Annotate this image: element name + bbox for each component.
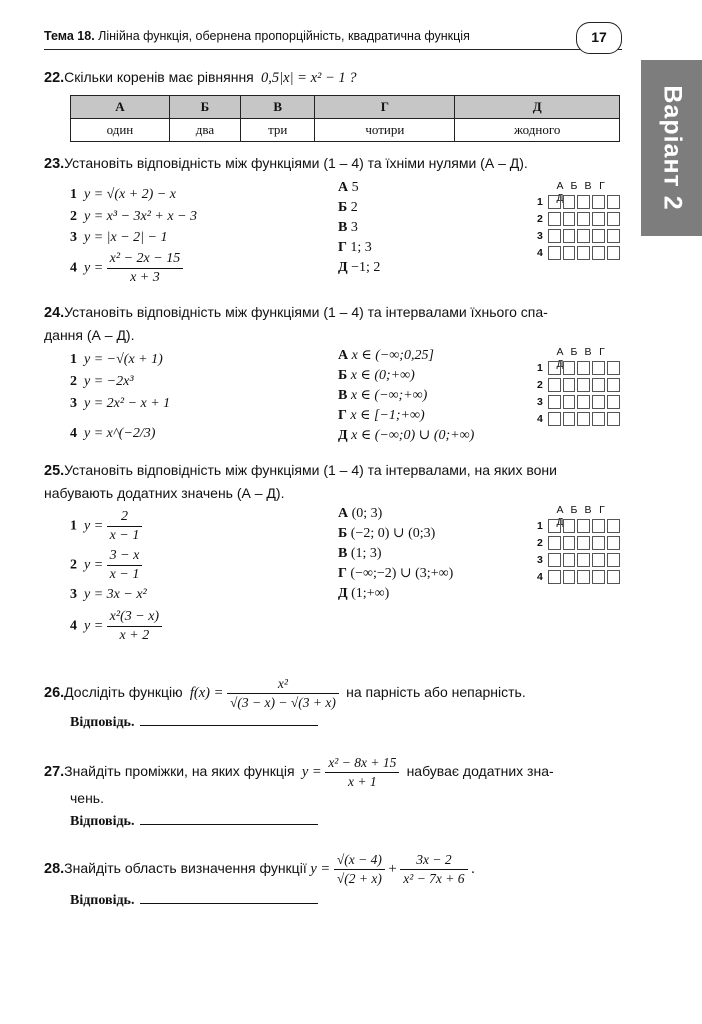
q24-answer-grid[interactable] (537, 346, 622, 427)
grid-row (537, 376, 622, 393)
answer-checkbox[interactable] (563, 536, 576, 550)
question-22: 22.Скільки коренів має рівняння 0,5|x| = x² − 1 ? (44, 69, 357, 86)
answer-checkbox[interactable] (548, 553, 561, 567)
answer-checkbox[interactable] (563, 361, 576, 375)
answer-checkbox[interactable] (577, 412, 590, 426)
answer-checkbox[interactable] (607, 570, 620, 584)
answer-checkbox[interactable] (592, 212, 605, 226)
answer-checkbox[interactable] (548, 570, 561, 584)
grid-col-label: В (584, 180, 592, 192)
answer-checkbox[interactable] (607, 553, 620, 567)
grid-row-label: 4 (537, 246, 543, 259)
answer-checkbox[interactable] (548, 246, 561, 260)
grid-header (537, 180, 622, 204)
answer-checkbox[interactable] (563, 212, 576, 226)
grid-row (537, 410, 622, 427)
answer-checkbox[interactable] (563, 395, 576, 409)
question-27: 27.Знайдіть проміжки, на яких функція y = $\frac{\text{x² − 8x + 15}}{x + 1}$ набуває додатних зна- (44, 755, 554, 790)
answer-checkbox[interactable] (592, 412, 605, 426)
q23-function-2: 2 y = x³ − 3x² + x − 3 (70, 209, 198, 224)
question-25: 25.Установіть відповідність між функціями (1 – 4) та інтервалами, на яких вони набувають додатних значень (А – Д). (44, 462, 557, 501)
grid-row-label: 1 (537, 195, 543, 208)
answer-checkbox[interactable] (592, 361, 605, 375)
q23-function-3: 3 y = |x − 2| − 1 (70, 230, 168, 245)
grid-col-label: Д (556, 516, 564, 528)
q26-answer-field[interactable]: Відповідь. (70, 713, 318, 731)
grid-row (537, 359, 622, 376)
answer-checkbox[interactable] (548, 536, 561, 550)
answer-checkbox[interactable] (548, 395, 561, 409)
answer-checkbox[interactable] (592, 570, 605, 584)
q25-function-2: 2 y = $\frac{3 - x}{x - 1}$ (70, 547, 142, 584)
answer-checkbox[interactable] (592, 229, 605, 243)
q24-function-3: 3 y = 2x² − x + 1 (70, 396, 171, 411)
answer-checkbox[interactable] (563, 229, 576, 243)
answer-checkbox[interactable] (592, 395, 605, 409)
answer-checkbox[interactable] (607, 229, 620, 243)
grid-row-label: 3 (537, 553, 543, 566)
grid-header (537, 346, 622, 370)
grid-col-label: В (584, 346, 592, 358)
grid-col-label: Д (556, 192, 564, 204)
answer-checkbox[interactable] (548, 378, 561, 392)
grid-row (537, 227, 622, 244)
grid-row (537, 393, 622, 410)
answer-checkbox[interactable] (577, 553, 590, 567)
q22-options-table: А Б В Г Д один два три чотири жодного (70, 95, 620, 142)
grid-row (537, 210, 622, 227)
q23-answer-list: А 5 Б 2 В 3 Г 1; 3 Д −1; 2 (338, 180, 381, 275)
page-number: 17 (576, 22, 622, 54)
answer-checkbox[interactable] (577, 570, 590, 584)
answer-checkbox[interactable] (548, 519, 561, 533)
answer-checkbox[interactable] (563, 195, 576, 209)
grid-row-label: 1 (537, 519, 543, 532)
answer-checkbox[interactable] (548, 195, 561, 209)
grid-row (537, 551, 622, 568)
grid-row-label: 4 (537, 412, 543, 425)
answer-checkbox[interactable] (607, 246, 620, 260)
q25-function-1: 1 y = $\frac{2}{x - 1}$ (70, 508, 142, 545)
grid-col-label: В (584, 504, 592, 516)
grid-row-label: 3 (537, 395, 543, 408)
answer-checkbox[interactable] (563, 246, 576, 260)
q23-function-1: 1 y = √(x + 2) − x (70, 187, 176, 202)
q27-answer-field[interactable]: Відповідь. (70, 812, 318, 830)
answer-checkbox[interactable] (577, 395, 590, 409)
question-23: 23.Установіть відповідність між функціями (1 – 4) та їхніми нулями (А – Д). (44, 155, 528, 172)
question-26: 26.Дослідіть функцію f(x) = $\frac{\text{x²}}{√(3 - x) - √(3 + x)}$ на парність або непарність. (44, 676, 526, 711)
grid-col-label: Б (570, 346, 578, 358)
answer-checkbox[interactable] (592, 519, 605, 533)
answer-checkbox[interactable] (592, 553, 605, 567)
answer-checkbox[interactable] (592, 536, 605, 550)
grid-col-label: Г (599, 346, 605, 358)
q24-function-1: 1 y = −√(x + 1) (70, 352, 163, 367)
q23-answer-grid[interactable] (537, 180, 622, 261)
grid-col-label: Б (570, 180, 578, 192)
q25-answer-grid[interactable] (537, 504, 622, 585)
answer-checkbox[interactable] (563, 519, 576, 533)
answer-checkbox[interactable] (577, 361, 590, 375)
answer-checkbox[interactable] (563, 553, 576, 567)
answer-checkbox[interactable] (563, 412, 576, 426)
answer-checkbox[interactable] (607, 395, 620, 409)
q23-function-4: 4 y = $\frac{\text{x² − 2x − 15}}{x + 3}$ (70, 250, 183, 287)
grid-row (537, 244, 622, 261)
answer-checkbox[interactable] (577, 536, 590, 550)
grid-row (537, 568, 622, 585)
page-header (44, 27, 622, 50)
answer-checkbox[interactable] (592, 378, 605, 392)
answer-checkbox[interactable] (607, 536, 620, 550)
grid-row-label: 3 (537, 229, 543, 242)
answer-checkbox[interactable] (563, 378, 576, 392)
grid-row-label: 1 (537, 361, 543, 374)
grid-col-label: А (556, 346, 564, 358)
q24-function-4: 4 y = x^(−2/3) (70, 426, 156, 441)
answer-checkbox[interactable] (592, 246, 605, 260)
grid-row-label: 4 (537, 570, 543, 583)
question-28: 28.Знайдіть область визначення функції y = $\frac{√(x - 4)}{√(2 + x)}$ + $\frac{3x - 2}{\text{x² − 7x + 6}}$ . (44, 852, 475, 887)
grid-row (537, 193, 622, 210)
answer-checkbox[interactable] (548, 229, 561, 243)
answer-checkbox[interactable] (607, 378, 620, 392)
answer-checkbox[interactable] (577, 195, 590, 209)
q25-function-3: 3 y = 3x − x² (70, 587, 147, 602)
answer-checkbox[interactable] (607, 212, 620, 226)
answer-checkbox[interactable] (607, 519, 620, 533)
grid-col-label: Б (570, 504, 578, 516)
answer-checkbox[interactable] (548, 361, 561, 375)
answer-checkbox[interactable] (563, 570, 576, 584)
variant-side-tab: Варіант 2 (641, 60, 702, 236)
q24-answer-list: А x ∈ (−∞;0,25] Б x ∈ (0;+∞) В x ∈ (−∞;+∞) Г x ∈ [−1;+∞) Д x ∈ (−∞;0) ∪ (0;+∞) (338, 348, 475, 443)
answer-checkbox[interactable] (548, 212, 561, 226)
question-24: 24.Установіть відповідність між функціями (1 – 4) та інтервалами їхнього спа- дання (А – Д). (44, 304, 548, 343)
answer-checkbox[interactable] (592, 195, 605, 209)
grid-row (537, 534, 622, 551)
q27-continuation: чень. (70, 790, 104, 806)
answer-checkbox[interactable] (607, 361, 620, 375)
grid-row-label: 2 (537, 212, 543, 225)
q25-answer-list: А (0; 3) Б (−2; 0) ∪ (0;3) В (1; 3) Г (−∞;−2) ∪ (3;+∞) Д (1;+∞) (338, 506, 454, 601)
grid-row-label: 2 (537, 378, 543, 391)
answer-checkbox[interactable] (607, 412, 620, 426)
q25-function-4: 4 y = $\frac{\text{x²(3 − x)}}{x + 2}$ (70, 608, 162, 645)
grid-row-label: 2 (537, 536, 543, 549)
answer-checkbox[interactable] (577, 519, 590, 533)
grid-col-label: Г (599, 504, 605, 516)
grid-col-label: А (556, 504, 564, 516)
answer-checkbox[interactable] (577, 378, 590, 392)
answer-checkbox[interactable] (577, 229, 590, 243)
grid-row (537, 517, 622, 534)
q24-function-2: 2 y = −2x³ (70, 374, 134, 389)
answer-checkbox[interactable] (577, 246, 590, 260)
answer-checkbox[interactable] (577, 212, 590, 226)
answer-checkbox[interactable] (548, 412, 561, 426)
answer-checkbox[interactable] (607, 195, 620, 209)
q28-answer-field[interactable]: Відповідь. (70, 891, 318, 909)
grid-col-label: Г (599, 180, 605, 192)
grid-col-label: Д (556, 358, 564, 370)
topic-title: Тема 18. Лінійна функція, обернена пропорційність, квадратична функція (44, 29, 470, 43)
grid-col-label: А (556, 180, 564, 192)
grid-header (537, 504, 622, 528)
